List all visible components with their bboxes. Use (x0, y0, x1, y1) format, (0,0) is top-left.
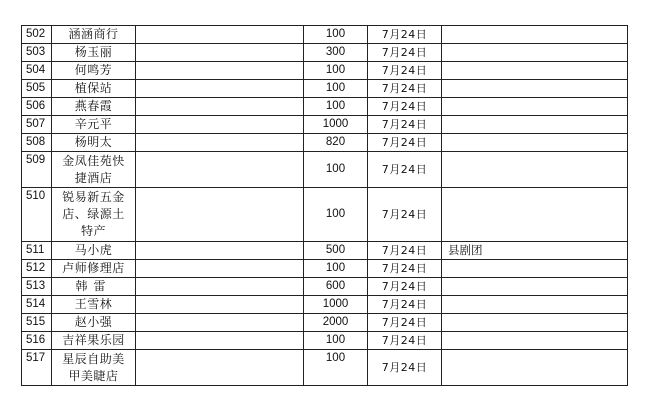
date: 7月24日 (368, 116, 442, 134)
date: 7月24日 (368, 260, 442, 278)
blank-cell (136, 80, 304, 98)
table-row (22, 152, 628, 188)
donor-name: 赵小强 (52, 314, 136, 332)
date: 7月24日 (368, 278, 442, 296)
donor-name: 吉祥果乐园 (52, 332, 136, 350)
date: 7月24日 (368, 242, 442, 260)
table-row (22, 188, 628, 242)
note (442, 278, 628, 296)
table-row (22, 44, 628, 62)
note (442, 26, 628, 44)
table-row (22, 332, 628, 350)
row-number: 516 (22, 332, 52, 350)
amount: 300 (304, 44, 368, 62)
donor-name: 韩雷 (52, 278, 136, 296)
amount: 100 (304, 80, 368, 98)
amount: 100 (304, 152, 368, 188)
date: 7月24日 (368, 350, 442, 386)
row-number: 508 (22, 134, 52, 152)
blank-cell (136, 278, 304, 296)
amount: 100 (304, 62, 368, 80)
note (442, 62, 628, 80)
table-row (22, 278, 628, 296)
note (442, 152, 628, 188)
blank-cell (136, 44, 304, 62)
date: 7月24日 (368, 152, 442, 188)
table-row (22, 62, 628, 80)
amount: 100 (304, 350, 368, 386)
blank-cell (136, 314, 304, 332)
amount: 2000 (304, 314, 368, 332)
note (442, 296, 628, 314)
note (442, 350, 628, 386)
note (442, 134, 628, 152)
blank-cell (136, 116, 304, 134)
amount: 100 (304, 98, 368, 116)
donor-name: 植保站 (52, 80, 136, 98)
date: 7月24日 (368, 98, 442, 116)
date: 7月24日 (368, 26, 442, 44)
row-number: 507 (22, 116, 52, 134)
amount: 820 (304, 134, 368, 152)
donor-name: 卢师修理店 (52, 260, 136, 278)
table-row (22, 134, 628, 152)
date: 7月24日 (368, 296, 442, 314)
donor-name: 王雪林 (52, 296, 136, 314)
row-number: 506 (22, 98, 52, 116)
date: 7月24日 (368, 80, 442, 98)
date: 7月24日 (368, 188, 442, 242)
note (442, 188, 628, 242)
blank-cell (136, 134, 304, 152)
donor-name: 杨玉丽 (52, 44, 136, 62)
row-number: 502 (22, 26, 52, 44)
donor-name: 杨明太 (52, 134, 136, 152)
donor-name: 锐易新五金店、绿源土特产 (52, 188, 136, 242)
row-number: 514 (22, 296, 52, 314)
blank-cell (136, 26, 304, 44)
date: 7月24日 (368, 314, 442, 332)
date: 7月24日 (368, 62, 442, 80)
blank-cell (136, 188, 304, 242)
row-number: 517 (22, 350, 52, 386)
donor-name: 马小虎 (52, 242, 136, 260)
note (442, 98, 628, 116)
blank-cell (136, 98, 304, 116)
amount: 100 (304, 188, 368, 242)
table-row (22, 296, 628, 314)
table-row (22, 314, 628, 332)
row-number: 505 (22, 80, 52, 98)
amount: 1000 (304, 296, 368, 314)
note (442, 80, 628, 98)
note: 县剧团 (442, 242, 628, 260)
amount: 100 (304, 26, 368, 44)
donor-name: 燕春霞 (52, 98, 136, 116)
table-row (22, 98, 628, 116)
note (442, 44, 628, 62)
row-number: 510 (22, 188, 52, 242)
row-number: 503 (22, 44, 52, 62)
table-row (22, 80, 628, 98)
blank-cell (136, 332, 304, 350)
amount: 1000 (304, 116, 368, 134)
table-row (22, 260, 628, 278)
donor-name: 涵涵商行 (52, 26, 136, 44)
blank-cell (136, 296, 304, 314)
donation-table (21, 25, 628, 386)
note (442, 332, 628, 350)
date: 7月24日 (368, 332, 442, 350)
amount: 600 (304, 278, 368, 296)
row-number: 511 (22, 242, 52, 260)
row-number: 515 (22, 314, 52, 332)
amount: 100 (304, 332, 368, 350)
donor-name: 何鸣芳 (52, 62, 136, 80)
row-number: 509 (22, 152, 52, 188)
blank-cell (136, 152, 304, 188)
amount: 500 (304, 242, 368, 260)
donor-name: 金凤佳苑快捷酒店 (52, 152, 136, 188)
row-number: 513 (22, 278, 52, 296)
row-number: 512 (22, 260, 52, 278)
donor-name: 星辰自助美甲美睫店 (52, 350, 136, 386)
blank-cell (136, 260, 304, 278)
table-row (22, 242, 628, 260)
note (442, 314, 628, 332)
blank-cell (136, 242, 304, 260)
date: 7月24日 (368, 44, 442, 62)
table-row (22, 116, 628, 134)
note (442, 116, 628, 134)
date: 7月24日 (368, 134, 442, 152)
table-row (22, 350, 628, 386)
blank-cell (136, 350, 304, 386)
donor-name: 辛元平 (52, 116, 136, 134)
blank-cell (136, 62, 304, 80)
row-number: 504 (22, 62, 52, 80)
amount: 100 (304, 260, 368, 278)
table-row (22, 26, 628, 44)
note (442, 260, 628, 278)
